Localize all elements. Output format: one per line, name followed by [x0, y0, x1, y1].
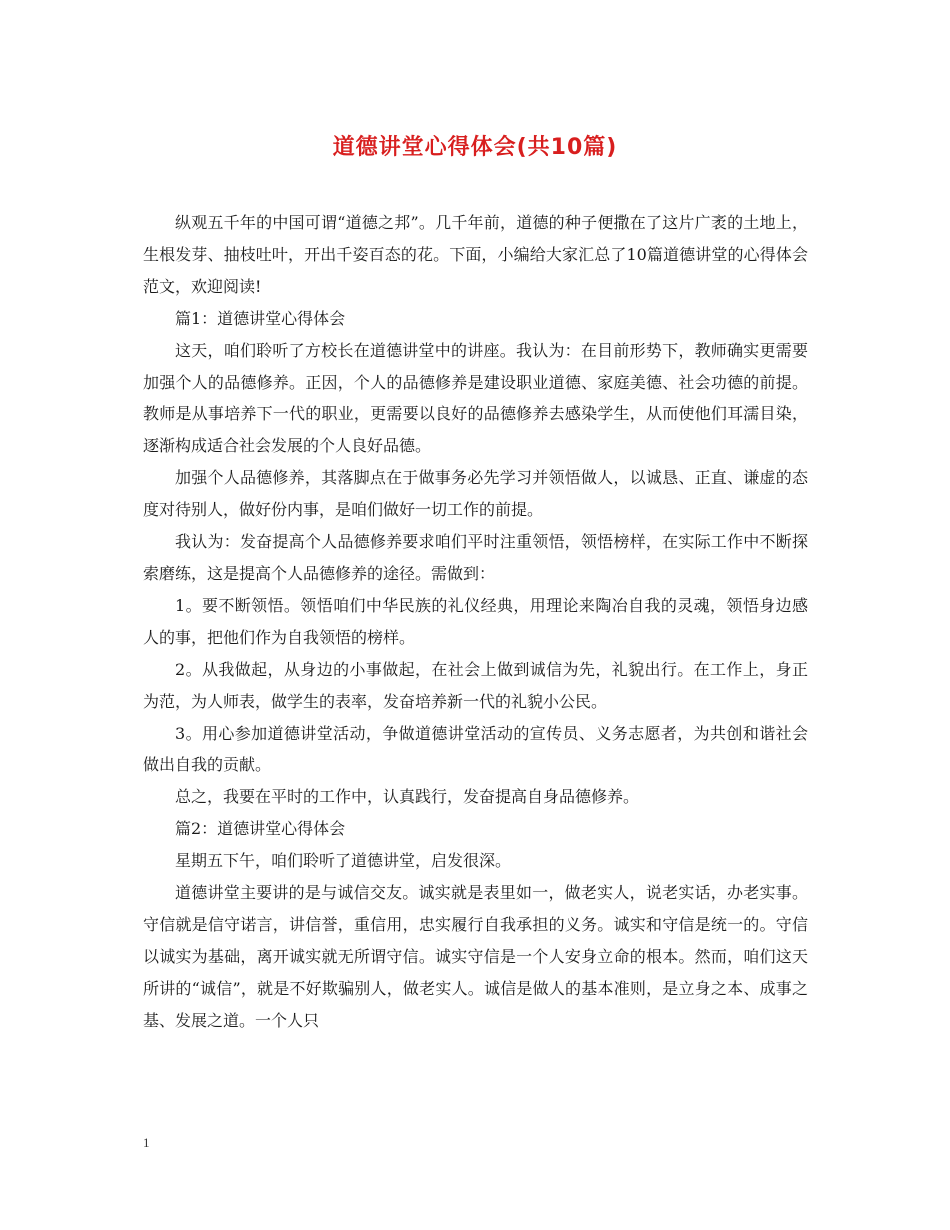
body-paragraph: 总之，我要在平时的工作中，认真践行，发奋提高自身品德修养。 — [175, 787, 640, 807]
section-heading-2: 篇2：道德讲堂心得体会 — [175, 819, 346, 839]
body-paragraph: 星期五下午，咱们聆听了道德讲堂，启发很深。 — [175, 851, 512, 871]
list-item-2: 2。从我做起，从身边的小事做起，在社会上做到诚信为先，礼貌出行。在工作上，身正为范，为人师表，做学生的表率，发奋培养新一代的礼貌小公民。 — [143, 659, 808, 711]
page-title: 道德讲堂心得体会(共10篇) — [332, 135, 618, 160]
body-paragraph: 道德讲堂主要讲的是与诚信交友。诚实就是表里如一，做老实人，说老实话，办老实事。守信就是信守诺言，讲信誉，重信用，忠实履行自我承担的义务。诚实和守信是统一的。守信以诚实为基础，离开诚实就无所谓守信。诚实守信是一个人安身立命的根本。然而，咱们这天所讲的“诚信”，就是不好欺骗别人，做老实人。诚信是做人的基本准则，是立身之本、成事之基、发展之道。一个人只 — [143, 883, 808, 1030]
section-heading-1: 篇1：道德讲堂心得体会 — [175, 308, 346, 328]
body-paragraph: 我认为：发奋提高个人品德修养要求咱们平时注重领悟，领悟榜样，在实际工作中不断探索磨练，这是提高个人品德修养的途径。需做到： — [143, 532, 808, 583]
body-paragraph: 这天，咱们聆听了方校长在道德讲堂中的讲座。我认为：在目前形势下，教师确实更需要加强个人的品德修养。正因，个人的品德修养是建设职业道德、家庭美德、社会功德的前提。教师是从事培养下一代的职业，更需要以良好的品德修养去感染学生，从而使他们耳濡目染，逐渐构成适合社会发展的个人良好品德。 — [143, 340, 808, 456]
document-body — [143, 207, 808, 1037]
body-paragraph: 加强个人品德修养，其落脚点在于做事务必先学习并领悟做人，以诚恳、正直、谦虚的态度对待别人，做好份内事，是咱们做好一切工作的前提。 — [143, 468, 808, 520]
list-item-1: 1。要不断领悟。领悟咱们中华民族的礼仪经典，用理论来陶冶自我的灵魂，领悟身边感人的事，把他们作为自我领悟的榜样。 — [143, 595, 808, 647]
list-item-3: 3。用心参加道德讲堂活动，争做道德讲堂活动的宣传员、义务志愿者，为共创和谐社会做出自我的贡献。 — [143, 723, 808, 775]
page-number: 1 — [143, 1135, 150, 1150]
intro-paragraph: 纵观五千年的中国可谓“道德之邦”。几千年前，道德的种子便撒在了这片广袤的土地上，生根发芽、抽枝吐叶，开出千姿百态的花。下面，小编给大家汇总了10篇道德讲堂的心得体会范文，欢迎阅读! — [143, 213, 808, 296]
